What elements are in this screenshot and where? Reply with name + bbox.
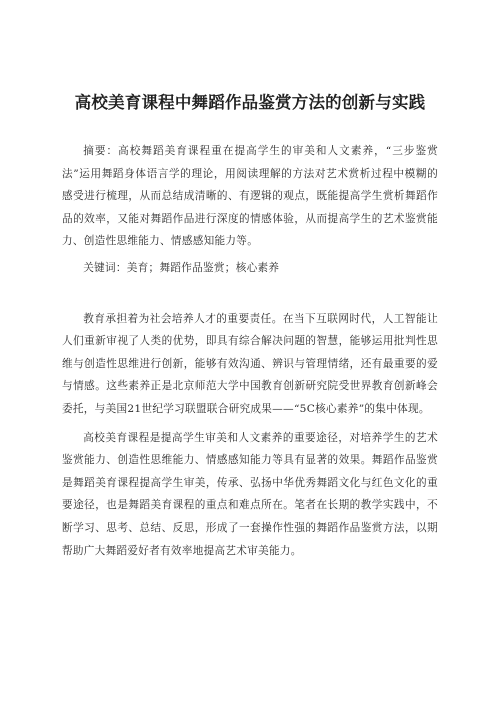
abstract-paragraph: 摘要：高校舞蹈美育课程重在提高学生的审美和人文素养，“三步鉴赏法”运用舞蹈身体语言学的理论，用阅读理解的方法对艺术赏析过程中模糊的感受进行梳理，从而总结成清晰的、有逻辑的观点，既能提高学生赏析舞蹈作品的效率，又能对舞蹈作品进行深度的情感体验，从而提高学生的艺术鉴赏能力、创造性思维能力、情感感知能力等。 xyxy=(62,145,438,248)
body-paragraph-2: 高校美育课程是提高学生审美和人文素养的重要途径，对培养学生的艺术鉴赏能力、创造性思维能力、情感感知能力等具有显著的效果。舞蹈作品鉴赏是舞蹈美育课程提高学生审美，传承、弘扬中华优秀舞蹈文化与红色文化的重要途径，也是舞蹈美育课程的重点和难点所在。笔者在长期的教学实践中，不断学习、思考、总结、反思，形成了一套操作性强的舞蹈作品鉴赏方法，以期帮助广大舞蹈爱好者有效率地提高艺术审美能力。 xyxy=(62,431,438,557)
keywords-line: 关键词：美育；舞蹈作品鉴赏；核心素养 xyxy=(83,261,280,274)
document-title: 高校美育课程中舞蹈作品鉴赏方法的创新与实践 xyxy=(74,93,426,112)
body-paragraph-1: 教育承担着为社会培养人才的重要责任。在当下互联网时代，人工智能让人们重新审视了人类的优势，即具有综合解决问题的智慧，能够运用批判性思维与创造性思维进行创新，能够有效沟通、辨识与管理情绪，还有最重要的爱与情感。这些素养正是北京师范大学中国教育创新研究院受世界教育创新峰会委托，与美国21世纪学习联盟联合研究成果——“5C核心素养”的集中体现。 xyxy=(62,312,438,415)
